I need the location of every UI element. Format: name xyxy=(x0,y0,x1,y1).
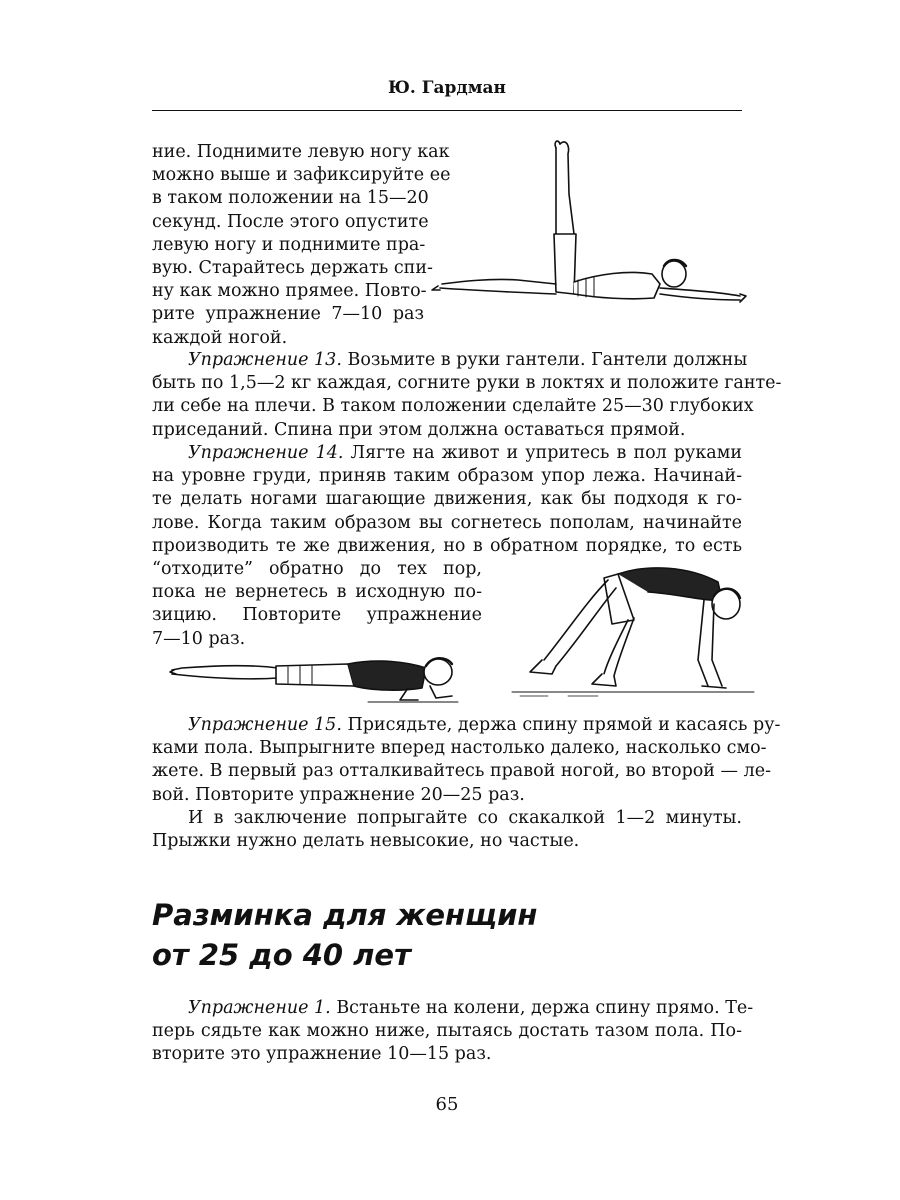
exercise-label: Упражнение 1. xyxy=(188,998,331,1018)
paragraph-exercise-14 xyxy=(152,442,742,558)
text-line: Присядьте, держа спину прямой и касаясь ру- xyxy=(341,715,781,735)
figure-leg-raise xyxy=(428,134,748,314)
text-line: приседаний. Спина при этом должна оставаться прямой. xyxy=(152,419,686,440)
section-heading-line: Разминка для женщин xyxy=(152,898,538,932)
text-line: перь сядьте как можно ниже, пытаясь достать тазом пола. По- xyxy=(152,1021,742,1042)
text-line: Лягте на живот и упритесь в пол руками xyxy=(343,443,742,463)
text-line: И в заключение попрыгайте со скакалкой 1—2 минуты. xyxy=(188,808,742,828)
text-line: в таком положении на 15—20 xyxy=(152,188,429,209)
paragraph-exercise-13 xyxy=(152,349,782,442)
exercise-label: Упражнение 13. xyxy=(188,350,342,370)
text-line: быть по 1,5—2 кг каждая, согните руки в локтях и положите ганте- xyxy=(152,373,782,394)
paragraph-exercise-15 xyxy=(152,714,781,807)
text-line: Встаньте на колени, держа спину прямо. Те- xyxy=(330,998,754,1018)
text-line: вторите это упражнение 10—15 раз. xyxy=(152,1044,492,1065)
page-number: 65 xyxy=(435,1094,459,1115)
text-line: рите упражнение 7—10 раз xyxy=(152,304,424,325)
paragraph-exercise-1 xyxy=(152,997,754,1067)
text-line: левую ногу и поднимите пра- xyxy=(152,234,426,255)
header-rule xyxy=(152,110,742,111)
text-line: вую. Старайтесь держать спи- xyxy=(152,258,433,279)
paragraph-exercise-14-cont xyxy=(152,558,482,651)
text-line: пока не вернетесь в исходную по- xyxy=(152,582,482,603)
exercise-label: Упражнение 15. xyxy=(188,715,342,735)
text-line: Возьмите в руки гантели. Гантели должны xyxy=(341,350,748,370)
paragraph-leg-raise xyxy=(152,141,451,350)
text-line: ние. Поднимите левую ногу как xyxy=(152,142,450,162)
text-line: лове. Когда таким образом вы согнетесь пополам, начинайте xyxy=(152,512,742,533)
text-line: зицию. Повторите упражнение xyxy=(152,605,482,626)
figure-walk-in xyxy=(508,560,758,700)
section-heading xyxy=(152,895,537,975)
section-heading-line: от 25 до 40 лет xyxy=(152,938,411,972)
paragraph-closing xyxy=(152,807,742,853)
text-line: производить те же движения, но в обратном порядке, то есть xyxy=(152,535,742,556)
text-line: каждой ногой. xyxy=(152,327,288,348)
text-line: те делать ногами шагающие движения, как бы подходя к го- xyxy=(152,489,742,510)
text-line: вой. Повторите упражнение 20—25 раз. xyxy=(152,784,525,805)
text-line: Прыжки нужно делать невысокие, но частые. xyxy=(152,831,580,852)
figure-prone xyxy=(168,648,468,708)
running-header: Ю. Гардман xyxy=(388,78,506,98)
text-line: ну как можно прямее. Повто- xyxy=(152,281,427,302)
text-line: 7—10 раз. xyxy=(152,628,246,649)
text-line: “отходите” обратно до тех пор, xyxy=(152,559,482,579)
text-line: ли себе на плечи. В таком положении сделайте 25—30 глубоких xyxy=(152,396,754,417)
exercise-label: Упражнение 14. xyxy=(188,443,344,463)
text-line: ками пола. Выпрыгните вперед настолько далеко, насколько смо- xyxy=(152,738,767,759)
text-line: жете. В первый раз отталкивайтесь правой ногой, во второй — ле- xyxy=(152,761,771,782)
text-line: можно выше и зафиксируйте ее xyxy=(152,165,451,186)
text-line: на уровне груди, приняв таким образом упор лежа. Начинай- xyxy=(152,466,742,487)
text-line: секунд. После этого опустите xyxy=(152,211,429,232)
